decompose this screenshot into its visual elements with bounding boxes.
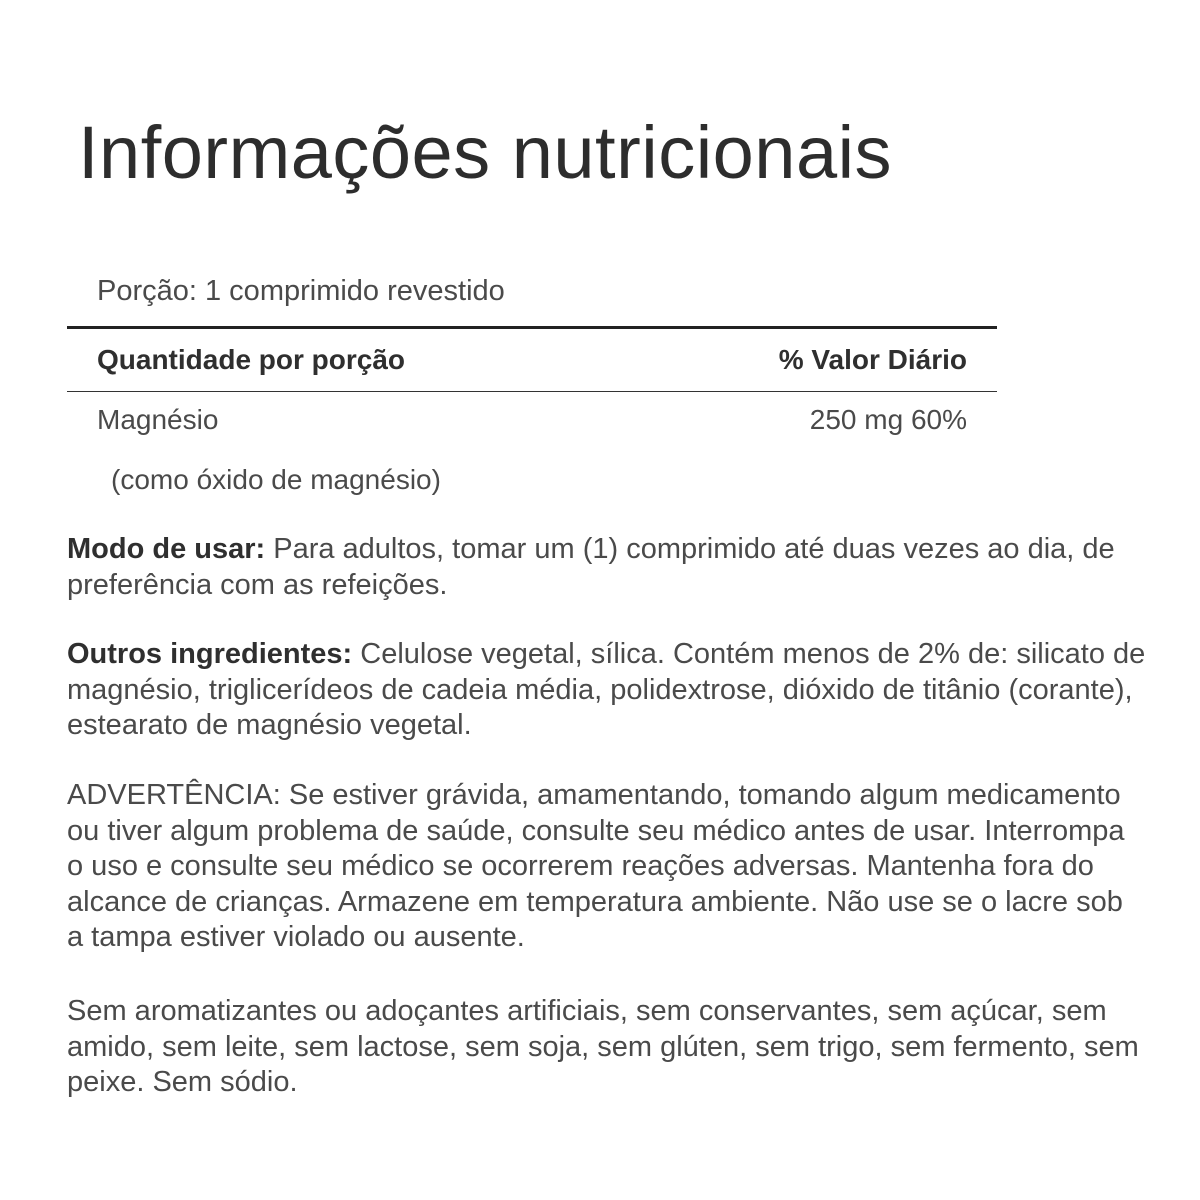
nutrient-source: (como óxido de magnésio) xyxy=(111,464,441,495)
usage-text: Para adultos, tomar um (1) comprimido até duas vezes ao dia, de preferência com as refeições. xyxy=(67,533,1115,601)
other-ingredients-text: Celulose vegetal, sílica. Contém menos de 2% de: silicato de magnésio, triglicerídeos de cadeia média, polidextrose, dióxido de titânio (corante), estearato de magnésio vegetal. xyxy=(67,638,1146,741)
nutrient-value: 250 mg 60% xyxy=(809,404,967,435)
other-ingredients-label: Outros ingredientes: xyxy=(67,638,353,670)
usage-label: Modo de usar: xyxy=(67,533,266,565)
nutrient-row xyxy=(67,392,997,448)
nutrient-name: Magnésio xyxy=(97,404,219,435)
serving-size: Porção: 1 comprimido revestido xyxy=(97,275,505,307)
usage-instructions xyxy=(67,532,1147,603)
page-title: Informações nutricionais xyxy=(78,111,893,194)
warning-text: ADVERTÊNCIA: Se estiver grávida, amamentando, tomando algum medicamento ou tiver algum problema de saúde, consulte seu médico antes de usar. Interrompa o uso e consulte seu médico se ocorrerem reações adversas. Mantenha fora do alcance de crianças. Armazene em temperatura ambiente. Não use se o lacre sob a tampa estiver violado ou ausente. xyxy=(67,779,1125,953)
header-daily-value-label: % Valor Diário xyxy=(778,344,967,375)
table-header-row xyxy=(67,329,997,391)
nutrition-facts-table xyxy=(67,272,997,512)
other-ingredients xyxy=(67,637,1147,744)
free-from-text: Sem aromatizantes ou adoçantes artificiais, sem conservantes, sem açúcar, sem amido, sem leite, sem lactose, sem soja, sem glúten, sem trigo, sem fermento, sem peixe. Sem sódio. xyxy=(67,995,1139,1098)
header-quantity-label: Quantidade por porção xyxy=(97,344,406,375)
